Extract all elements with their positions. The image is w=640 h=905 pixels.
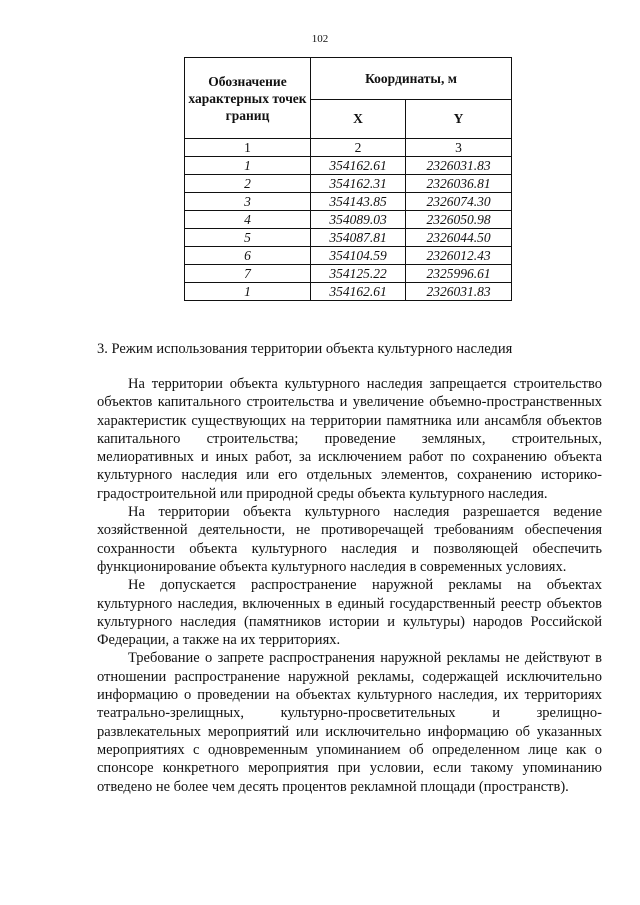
page-number: 102 [311, 33, 329, 45]
point-cell: 7 [185, 265, 311, 283]
x-cell: 354162.31 [311, 175, 406, 193]
column-number: 1 [185, 139, 311, 157]
x-cell: 354143.85 [311, 193, 406, 211]
y-cell: 2326031.83 [406, 283, 512, 301]
table-row [185, 265, 512, 283]
table-header-row [185, 58, 512, 100]
x-cell: 354089.03 [311, 211, 406, 229]
table-row [185, 247, 512, 265]
y-cell: 2326044.50 [406, 229, 512, 247]
paragraph: На территории объекта культурного наследия запрещается строительство объектов капитального строительства и увеличение объемно-пространственных характеристик существующих на территории памятника или ансамбля объектов капитального строительства; проведение земляных, строительных, мелиоративных и иных работ, за исключением работ по сохранению объекта культурного наследия или его отдельных элементов, сохранению историко-градостроительной или природной среды объекта культурного наследия. [97, 376, 602, 502]
table-row [185, 283, 512, 301]
table-row [185, 157, 512, 175]
point-cell: 1 [185, 283, 311, 301]
y-cell: 2326050.98 [406, 211, 512, 229]
paragraph: Требование о запрете распространения наружной рекламы не действуют в отношении распространение наружной рекламы, содержащей исключительно информацию о проведении на объектах культурного наследия, их территориях театрально-зрелищных, культурно-просветительных и зрелищно-развлекательных мероприятий или исключительно информацию об указанных мероприятиях с одновременным упоминанием об определенном лице как о спонсоре конкретного мероприятия при условии, если такому упоминанию отведено не более чем десять процентов рекламной площади (пространств). [97, 650, 602, 795]
x-cell: 354162.61 [311, 283, 406, 301]
table-row [185, 211, 512, 229]
x-cell: 354087.81 [311, 229, 406, 247]
y-cell: 2326012.43 [406, 247, 512, 265]
column-number: 3 [406, 139, 512, 157]
section-heading: 3. Режим использования территории объекта культурного наследия [97, 341, 513, 357]
y-cell: 2326036.81 [406, 175, 512, 193]
table-row [185, 229, 512, 247]
header-coordinates: Координаты, м [311, 58, 512, 100]
point-cell: 5 [185, 229, 311, 247]
table-row [185, 175, 512, 193]
column-number: 2 [311, 139, 406, 157]
table-column-numbers-row [185, 139, 512, 157]
point-cell: 4 [185, 211, 311, 229]
section-body [97, 375, 602, 796]
coordinates-table [184, 57, 512, 301]
header-designation: Обозначение характерных точек границ [185, 58, 311, 139]
y-cell: 2326031.83 [406, 157, 512, 175]
point-cell: 6 [185, 247, 311, 265]
x-cell: 354162.61 [311, 157, 406, 175]
paragraph: Не допускается распространение наружной рекламы на объектах культурного наследия, включенных в единый государственный реестр объектов культурного наследия (памятников истории и культуры) народов Российской Федерации, а также на их территориях. [97, 577, 602, 649]
paragraph: На территории объекта культурного наследия разрешается ведение хозяйственной деятельности, не противоречащей требованиям обеспечения сохранности объекта культурного наследия и позволяющей обеспечить функционирование объекта культурного наследия в современных условиях. [97, 504, 602, 575]
point-cell: 2 [185, 175, 311, 193]
header-y: Y [406, 99, 512, 139]
y-cell: 2325996.61 [406, 265, 512, 283]
header-x: X [311, 99, 406, 139]
y-cell: 2326074.30 [406, 193, 512, 211]
table-row [185, 193, 512, 211]
x-cell: 354104.59 [311, 247, 406, 265]
point-cell: 3 [185, 193, 311, 211]
point-cell: 1 [185, 157, 311, 175]
x-cell: 354125.22 [311, 265, 406, 283]
